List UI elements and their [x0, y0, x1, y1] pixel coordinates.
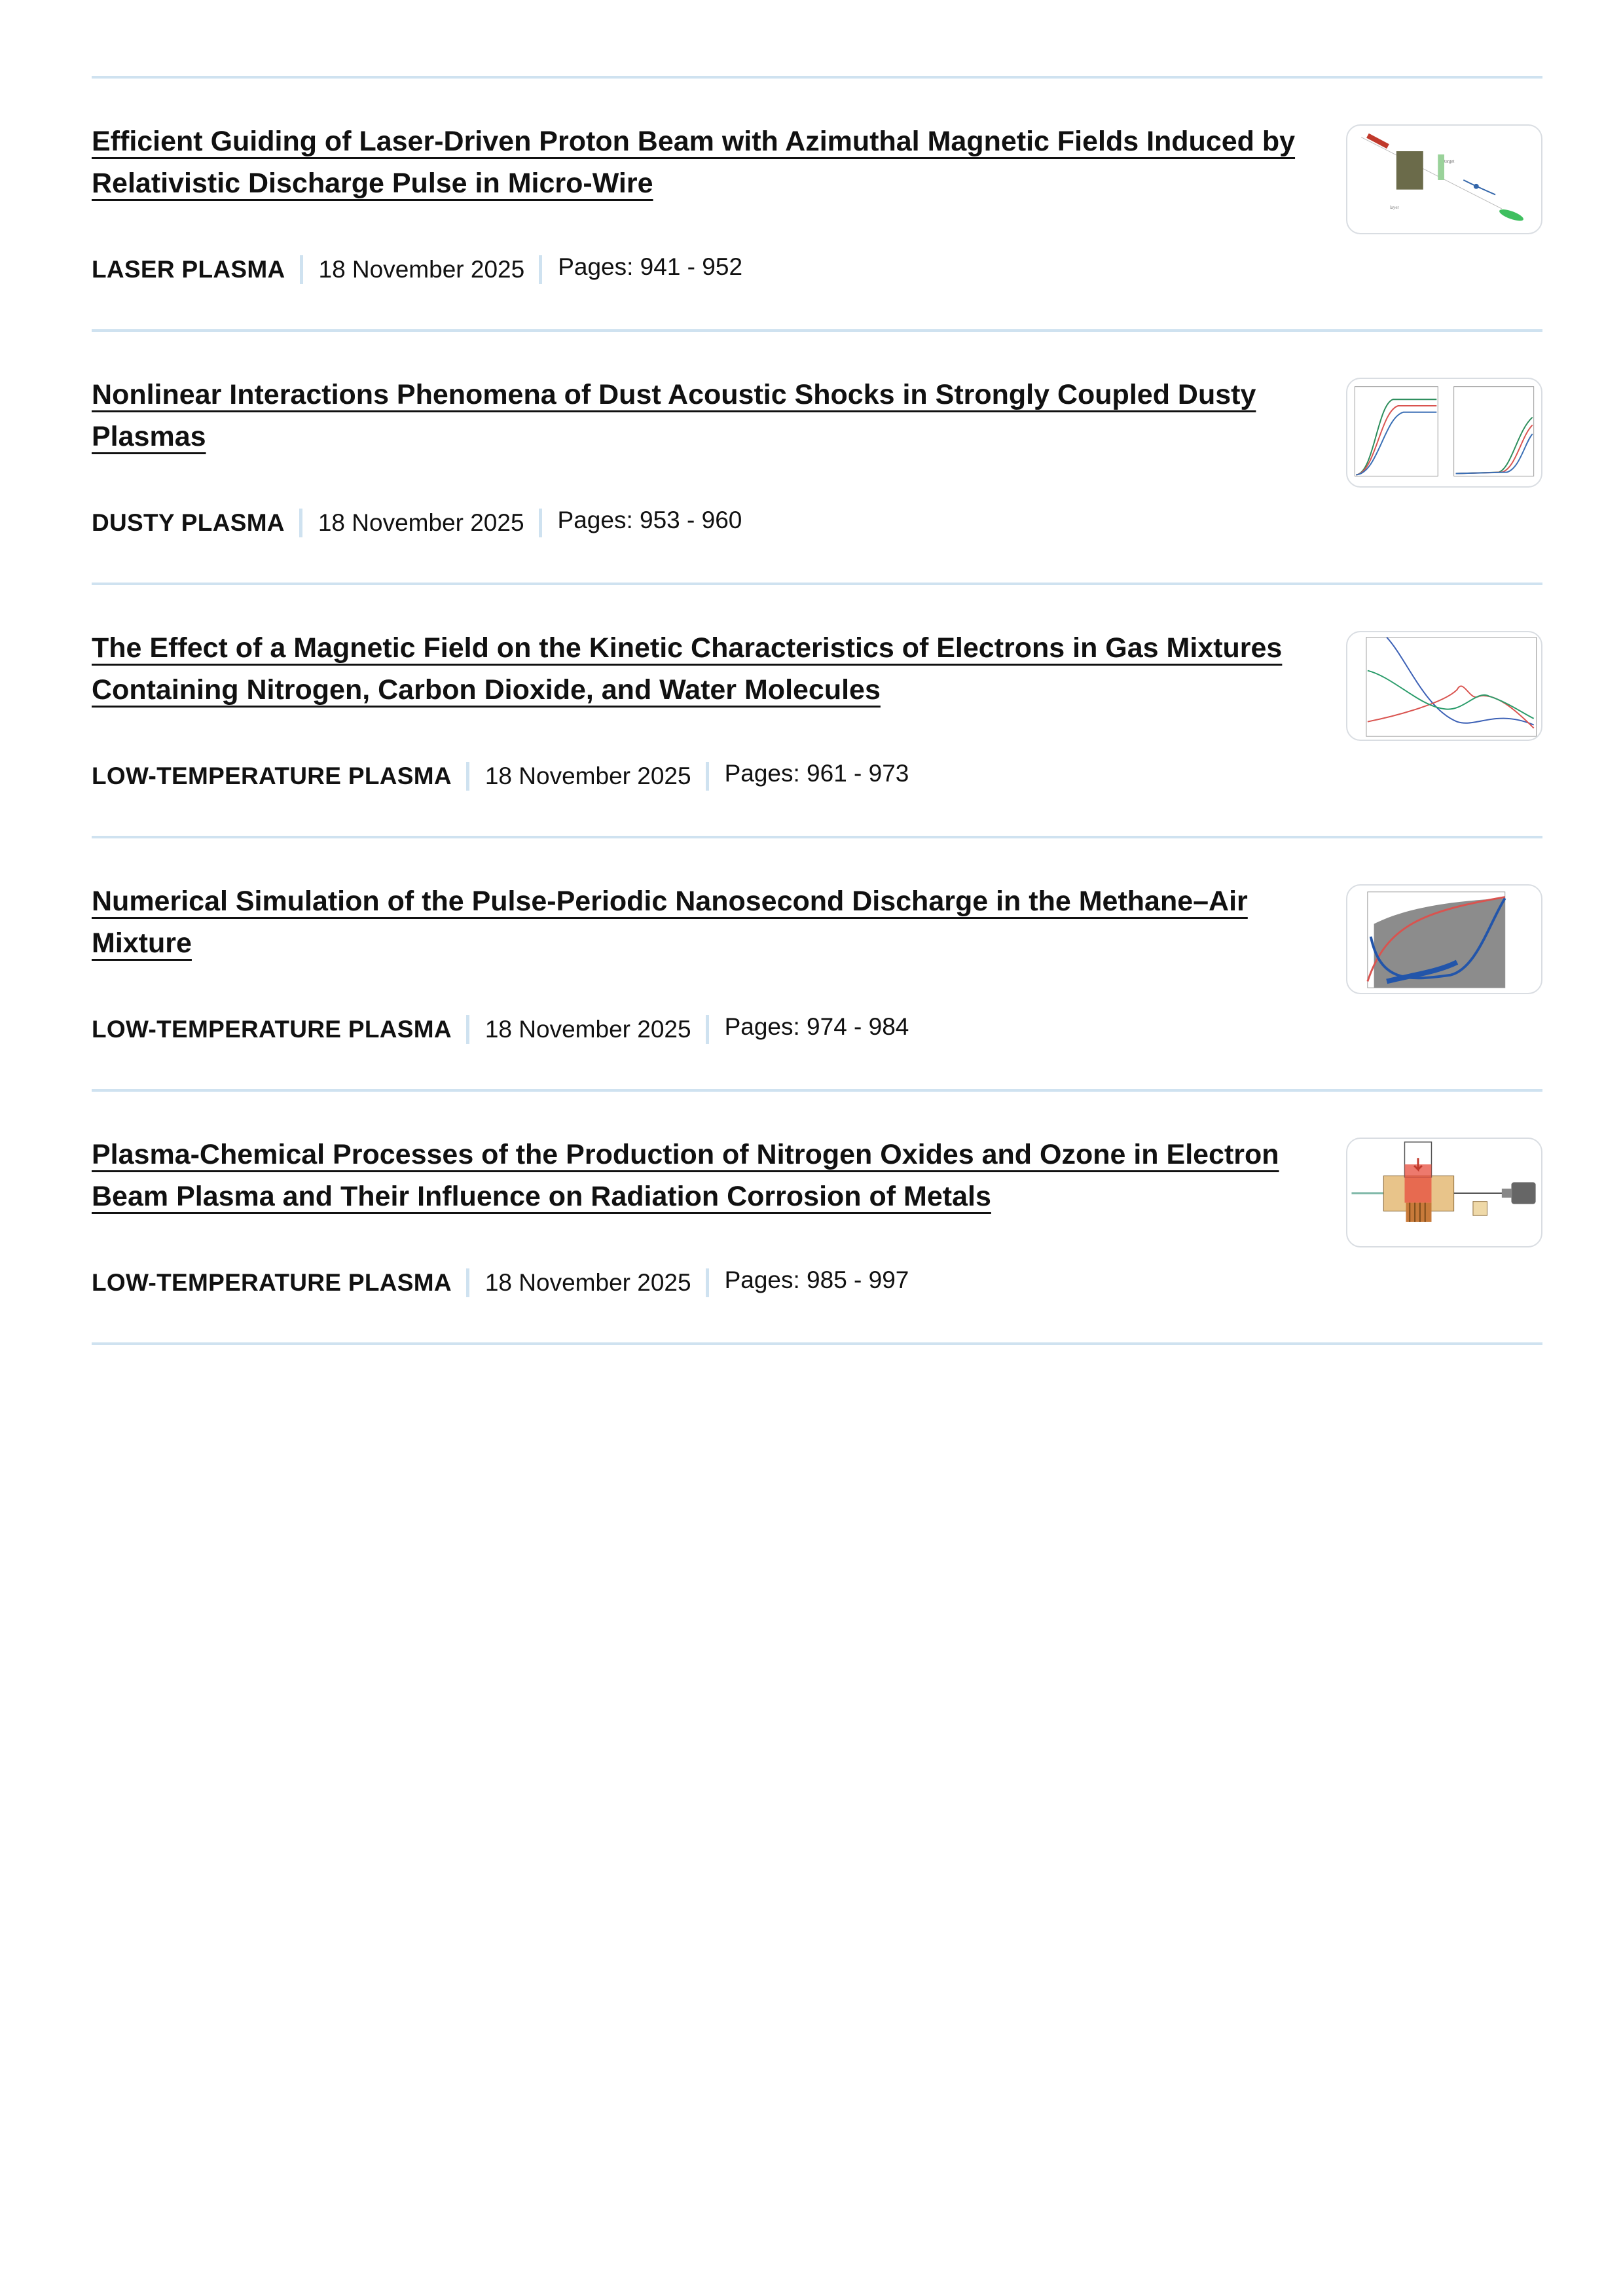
article-pages: Pages: 953 - 960: [557, 507, 742, 533]
divider: [92, 1342, 1542, 1345]
article-section[interactable]: LOW-TEMPERATURE PLASMA: [92, 762, 452, 789]
article-date: 18 November 2025: [318, 509, 524, 536]
article-meta: [92, 509, 742, 537]
meta-separator: [466, 1268, 469, 1297]
article-title-link[interactable]: Efficient Guiding of Laser-Driven Proton Beam with Azimuthal Magnetic Fields Induced by Relativistic Discharge Pulse in Micro-Wire: [92, 126, 1296, 199]
article-section[interactable]: LASER PLASMA: [92, 256, 285, 283]
thumbnail-graphic: [1347, 379, 1541, 486]
thumbnail-graphic: [1347, 886, 1541, 993]
meta-separator: [466, 762, 469, 791]
svg-text:layer: layer: [1390, 205, 1399, 210]
thumbnail-graphic: [1347, 126, 1541, 233]
article-list: [92, 76, 1542, 1345]
article-item: [92, 332, 1542, 583]
article-title-link[interactable]: Plasma-Chemical Processes of the Production of Nitrogen Oxides and Ozone in Electron Beam Plasma and Their Influence on Radiation Corrosion of Metals: [92, 1139, 1279, 1212]
meta-separator: [706, 1268, 709, 1297]
meta-separator: [299, 509, 302, 537]
meta-separator: [466, 1015, 469, 1044]
article-item: [92, 838, 1542, 1089]
article-title-link[interactable]: Nonlinear Interactions Phenomena of Dust Acoustic Shocks in Strongly Coupled Dusty Plasmas: [92, 379, 1256, 452]
article-pages: Pages: 974 - 984: [724, 1013, 909, 1040]
article-title-link[interactable]: Numerical Simulation of the Pulse-Periodic Nanosecond Discharge in the Methane–Air Mixture: [92, 886, 1248, 959]
article-item: [92, 79, 1542, 329]
article-section[interactable]: LOW-TEMPERATURE PLASMA: [92, 1016, 452, 1043]
meta-separator: [539, 509, 542, 537]
meta-separator: [706, 762, 709, 791]
article-section[interactable]: DUSTY PLASMA: [92, 509, 285, 536]
article-pages: Pages: 985 - 997: [724, 1266, 909, 1293]
meta-separator: [300, 255, 303, 284]
article-meta: [92, 1268, 909, 1297]
article-title-link[interactable]: The Effect of a Magnetic Field on the Kinetic Characteristics of Electrons in Gas Mixtures Containing Nitrogen, Carbon Dioxide, and Water Molecules: [92, 632, 1283, 706]
article-section[interactable]: LOW-TEMPERATURE PLASMA: [92, 1269, 452, 1296]
article-date: 18 November 2025: [484, 762, 691, 789]
svg-text:target: target: [1444, 159, 1455, 164]
thumbnail-graphic: [1347, 632, 1541, 740]
article-item: [92, 585, 1542, 836]
meta-separator: [539, 255, 542, 284]
article-item: [92, 1092, 1542, 1342]
article-meta: [92, 255, 742, 284]
shock-profile-plots-thumbnail[interactable]: [1346, 378, 1542, 488]
laser-setup-diagram-thumbnail[interactable]: [1346, 124, 1542, 234]
article-pages: Pages: 941 - 952: [558, 253, 743, 280]
discharge-simulation-plot-thumbnail[interactable]: [1346, 884, 1542, 994]
article-date: 18 November 2025: [484, 1269, 691, 1296]
meta-separator: [706, 1015, 709, 1044]
article-date: 18 November 2025: [318, 256, 525, 283]
article-pages: Pages: 961 - 973: [724, 760, 909, 787]
article-meta: [92, 762, 909, 791]
reactor-schematic-thumbnail[interactable]: [1346, 1138, 1542, 1247]
thumbnail-graphic: [1347, 1139, 1541, 1246]
cross-section-plot-thumbnail[interactable]: [1346, 631, 1542, 741]
article-date: 18 November 2025: [484, 1016, 691, 1043]
article-meta: [92, 1015, 909, 1044]
